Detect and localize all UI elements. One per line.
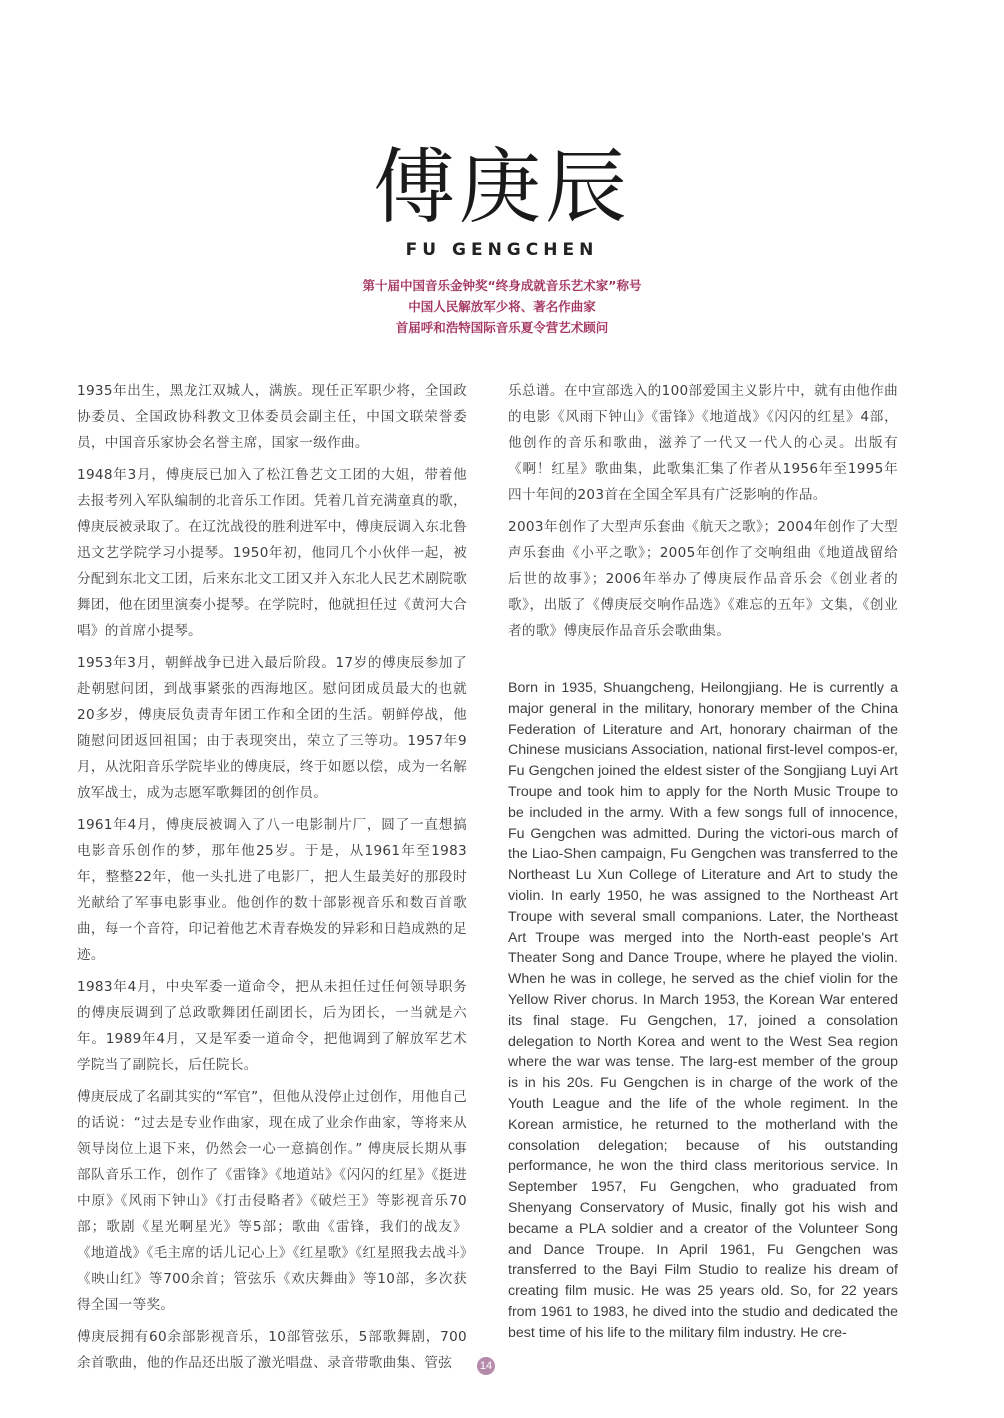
page-title-chinese: 傅庚辰 [372, 140, 631, 235]
chinese-column-left [77, 378, 467, 1382]
paragraph: 1953年3月，朝鲜战争已进入最后阶段。17岁的傅庚辰参加了赴朝慰问团，到战事紧张的西海地区。慰问团成员最大的也就20多岁，傅庚辰负责青年团工作和全团的生活。朝鲜停战，他随慰问团返回祖国；由于表现突出，荣立了三等功。1957年9月，从沈阳音乐学院毕业的傅庚辰，终于如愿以偿，成为一名解放军战士，成为志愿军歌舞团的创作员。 [77, 655, 467, 801]
paragraph: 2003年创作了大型声乐套曲《航天之歌》；2004年创作了大型声乐套曲《小平之歌》；2005年创作了交响组曲《地道战留给后世的故事》；2006年举办了傅庚辰作品音乐会《创业者的歌》，出版了《傅庚辰交响作品选》《难忘的五年》文集，《创业者的歌》傅庚辰作品音乐会歌曲集。 [508, 519, 898, 639]
page-title-english: FU GENGCHEN [405, 240, 599, 260]
honor-line: 首届呼和浩特国际音乐夏令营艺术顾问 [395, 320, 609, 335]
paragraph: 傅庚辰成了名副其实的“军官”，但他从没停止过创作，用他自己的话说：“过去是专业作曲家，现在成了业余作曲家，等将来从领导岗位上退下来，仍然会一心一意搞创作。” 傅庚辰长期从事部队音乐工作，创作了《雷锋》《地道站》《闪闪的红星》《挺进中原》《风雨下钟山》《打击侵略者》《破烂王》等影视音乐70部；歌剧《星光啊星光》等5部；歌曲《雷锋，我们的战友》《地道战》《毛主席的话儿记心上》《红星歌》《红星照我去战斗》《映山红》等700余首；管弦乐《欢庆舞曲》等10部，多次获得全国一等奖。 [77, 1089, 467, 1313]
paragraph: 1935年出生，黑龙江双城人，满族。现任正军职少将，全国政协委员、全国政协科教文卫体委员会副主任，中国文联荣誉委员，中国音乐家协会名誉主席，国家一级作曲。 [77, 383, 467, 451]
page-number-badge: 14 [477, 1357, 495, 1375]
honor-line: 第十届中国音乐金钟奖“终身成就音乐艺术家”称号 [362, 278, 642, 293]
paragraph: 乐总谱。在中宣部选入的100部爱国主义影片中，就有由他作曲的电影《风雨下钟山》《雷锋》《地道战》《闪闪的红星》4部，他创作的音乐和歌曲，滋养了一代又一代人的心灵。出版有《啊！红星》歌曲集，此歌集汇集了作者从1956年至1995年四十年间的203首在全国全军具有广泛影响的作品。 [508, 383, 898, 503]
paragraph: 1948年3月，傅庚辰已加入了松江鲁艺文工团的大姐，带着他去报考列入军队编制的北音乐工作团。凭着几首充满童真的歌，傅庚辰被录取了。在辽沈战役的胜利进军中，傅庚辰调入东北鲁迅文艺学院学习小提琴。1950年初，他同几个小伙伴一起，被分配到东北文工团，后来东北文工团又并入东北人民艺术剧院歌舞团，他在团里演奏小提琴。在学院时，他就担任过《黄河大合唱》的首席小提琴。 [77, 467, 467, 639]
paragraph: 1983年4月，中央军委一道命令，把从未担任过任何领导职务的傅庚辰调到了总政歌舞团任副团长，后为团长，一当就是六年。1989年4月，又是军委一道命令，把他调到了解放军艺术学院当了副院长，后任院长。 [77, 979, 467, 1073]
english-biography: Born in 1935, Shuangcheng, Heilongjiang. He is currently a major general in the military, honorary member of the China Federation of Literature and Art, honorary chairman of the Chinese musicians Association, national first-level compos-er, Fu Gengchen joined the eldest sister of the Songjiang Luyi Art Troupe and took him to apply for the North Music Troupe to be included in the army. With a few songs full of innocence, Fu Gengchen was admitted. During the victori-ous march of the Liao-Shen campaign, Fu Gengchen was transferred to the Northeast Lu Xun College of Literature and Art to study the violin. In early 1950, he was assigned to the Northeast Art Troupe with several small companions. Later, the Northeast Art Troupe was merged into the North-east people's Art Theater Song and Dance Troupe, where he played the violin. When he was in college, he served as the chief violin for the Yellow River chorus. In March 1953, the Korean War entered its final stage. Fu Gengchen, 17, joined a consolation delegation to North Korea and went to the West Sea region where the war was tense. The larg-est member of the group is in his 20s. Fu Gengchen is in charge of the work of the Youth League and the life of the whole regiment. In the Korean armistice, he returned to the motherland with the consolation delegation; because of his outstanding performance, he won the third class meritorious service. In September 1957, Fu Gengchen, who graduated from Shenyang Conservatory of Music, finally got his wish and became a PLA soldier and a creator of the Volunteer Song and Dance Troupe. In April 1961, Fu Gengchen was transferred to the Bayi Film Studio to realize his dream of creating film music. He was 25 years old. So, for 22 years from 1961 to 1983, he dived into the studio and dedicated the best time of his life to the military film industry. He cre- [508, 680, 898, 1341]
honor-line: 中国人民解放军少将、著名作曲家 [408, 299, 596, 314]
chinese-column-right [508, 378, 898, 650]
paragraph: 傅庚辰拥有60余部影视音乐，10部管弦乐，5部歌舞剧，700余首歌曲，他的作品还出版了激光唱盘、录音带歌曲集、管弦 [77, 1329, 467, 1371]
honors-list [0, 275, 1004, 338]
paragraph: 1961年4月，傅庚辰被调入了八一电影制片厂，圆了一直想搞电影音乐创作的梦，那年他25岁。于是，从1961年至1983年，整整22年，他一头扎进了电影厂，把人生最美好的那段时光献给了军事电影事业。他创作的数十部影视音乐和数百首歌曲，每一个音符，印记着他艺术青春焕发的异彩和日趋成熟的足迹。 [77, 817, 467, 963]
